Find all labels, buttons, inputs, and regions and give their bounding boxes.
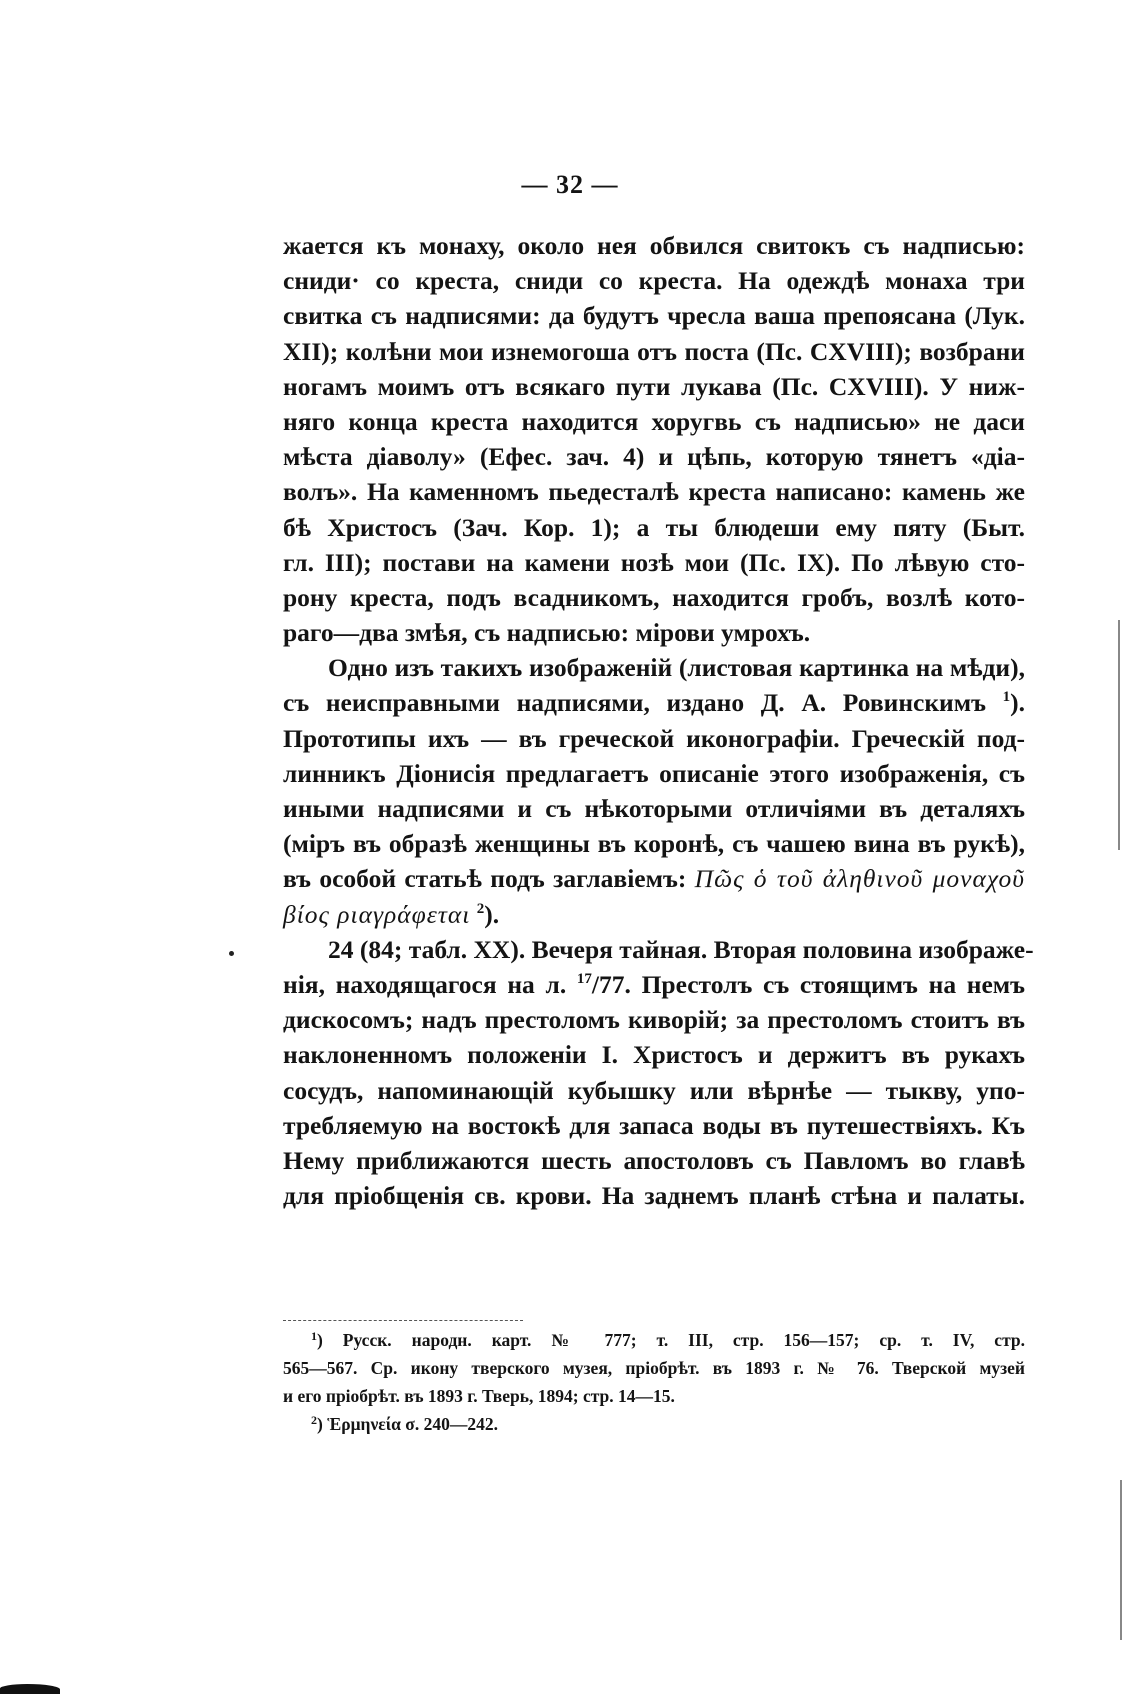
text-line: жается къ монаху, около нея обвился свитокъ съ надписью: — [283, 231, 1025, 260]
text-line — [283, 685, 1025, 720]
text-line: иными надписями и съ нѣкоторыми отличіями въ деталяхъ — [283, 794, 1025, 823]
footnote-line — [283, 1410, 1025, 1438]
scan-edge-line — [1120, 1480, 1122, 1640]
text-line — [283, 897, 1025, 932]
text-line: сниди· со креста, сниди со креста. На одеждѣ монаха три — [283, 266, 1025, 296]
footnote-line: 565—567. Ср. икону тверского музея, пріобрѣт. въ 1893 г. № 76. Тверской музей — [283, 1358, 1025, 1378]
leaf-ref-denominator: /77. — [591, 969, 631, 999]
text-fragment: ). — [484, 899, 500, 929]
text-line: гл. III); постави на камени нозѣ мои (Пс. IX). По лѣвую сто- — [283, 547, 1025, 577]
footnote-ref: 1 — [1002, 689, 1011, 706]
text-fragment: Престолъ съ стоящимъ на немъ — [641, 969, 1026, 999]
footnote-line: и его пріобрѣт. въ 1893 г. Тверь, 1894; стр. 14—15. — [283, 1386, 675, 1406]
scan-smudge — [0, 1684, 60, 1694]
text-fragment: нія, находящагося на л. — [283, 969, 567, 999]
footnote-mark: 2 — [311, 1413, 317, 1427]
text-line: волъ». На каменномъ пьедесталѣ креста написано: камень же — [283, 477, 1025, 507]
text-fragment: въ особой статьѣ подъ заглавіемъ: — [283, 864, 687, 894]
text-fragment: съ неисправными надписями, издано Д. А. Ровинскимъ — [283, 688, 986, 718]
text-line: няго конца креста находится хоругвь съ надписью» не даси — [283, 406, 1025, 436]
greek-title: βίος ριαγράφεται — [283, 899, 471, 929]
footnote-mark: 1 — [311, 1329, 317, 1343]
footnote-text: ) Ἑρμηνεία σ. 240—242. — [317, 1414, 498, 1434]
scan-dot — [229, 951, 234, 956]
text-line: 24 (84; табл. XX). Вечеря тайная. Вторая половина изображе- — [328, 934, 1034, 964]
text-line: требляемую на востокѣ для запаса воды въ путешествіяхъ. Къ — [283, 1110, 1025, 1140]
scan-edge-line — [1118, 620, 1120, 850]
text-line: XII); колѣни мои изнемогоша отъ поста (Пс. CXVIII); возбрани — [283, 336, 1025, 366]
text-line: рону креста, подъ всадникомъ, находится гробъ, возлѣ кото- — [283, 582, 1025, 612]
footnote-separator — [283, 1320, 523, 1321]
text-line: свитка съ надписями: да будутъ чресла ваша препоясана (Лук. — [283, 301, 1025, 331]
text-line: Прототипы ихъ — въ греческой иконографіи. Греческій под- — [283, 723, 1025, 753]
footnote-ref: 2 — [476, 900, 485, 917]
footnote-text: ) Русск. народн. карт. № 777; т. III, стр. 156—157; ср. т. IV, стр. — [317, 1330, 1025, 1350]
leaf-ref-numerator: 17 — [576, 970, 592, 987]
text-line: ногамъ моимъ отъ всякаго пути лукава (Пс. CXVIII). У ниж- — [283, 371, 1025, 401]
page-number: — 32 — — [521, 170, 619, 199]
text-line — [283, 967, 1025, 1002]
text-line — [283, 861, 1025, 896]
text-line: Нему приближаются шесть апостоловъ съ Павломъ во главѣ — [283, 1145, 1025, 1175]
text-line: сосудъ, напоминающій кубышку или вѣрнѣе — тыкву, упо- — [283, 1075, 1025, 1105]
text-line: линникъ Діонисія предлагаетъ описаніе этого изображенія, съ — [283, 758, 1025, 788]
footnote-line — [283, 1326, 1025, 1354]
text-line: для пріобщенія св. крови. На заднемъ планѣ стѣна и палаты. — [283, 1181, 1025, 1211]
text-line: наклоненномъ положеніи I. Христосъ и держитъ въ рукахъ — [283, 1040, 1025, 1070]
text-line: мѣста діаволу» (Ефес. зач. 4) и цѣпь, которую тянетъ «діа- — [283, 442, 1025, 472]
text-fragment: ). — [1010, 688, 1025, 718]
greek-title: Πῶς ὁ τοῦ ἀληθινοῦ μοναχοῦ — [694, 864, 1025, 894]
text-line: (міръ въ образѣ женщины въ коронѣ, съ чашею вина въ рукѣ), — [283, 829, 1025, 859]
text-line: бѣ Христосъ (Зач. Кор. 1); а ты блюдеши ему пяту (Быт. — [283, 512, 1025, 542]
text-line: раго—два змѣя, съ надписью: мірови умрохъ. — [283, 618, 811, 648]
footnotes — [283, 1326, 1025, 1438]
main-text-body — [283, 228, 1034, 1213]
text-line: Одно изъ такихъ изображеній (листовая картинка на мѣди), — [328, 653, 1025, 683]
text-line: дискосомъ; надъ престоломъ киворій; за престоломъ стоитъ въ — [283, 1005, 1025, 1035]
